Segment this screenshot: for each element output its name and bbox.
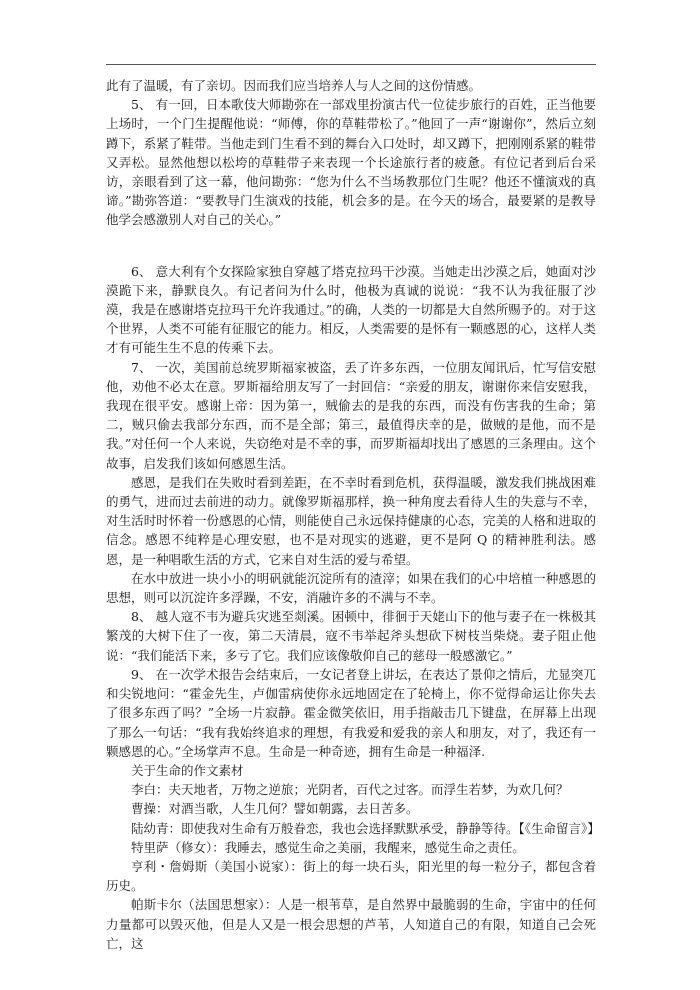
section-heading: 关于生命的作文素材	[131, 762, 244, 778]
paragraph-8: 8、 越人寇不韦为避兵灾逃至剡溪。困顿中，徘徊于天姥山下的他与妻子在一株极其繁茂的大树下住了一夜，第二天清晨，寇不韦举起斧头想砍下树枝当柴烧。妻子阻止他说：“我们能活下来，多亏了它。我们应该像敬仰自己的慈母一般感激它。”	[106, 609, 596, 663]
paragraph-continuation: 此有了温暖，有了亲切。因而我们应当培养人与人之间的这份情感。	[106, 78, 482, 93]
paragraph-gap	[106, 230, 596, 262]
header-rule	[106, 64, 596, 65]
paragraph-5: 5、 有一回，日本歌伎大师勘弥在一部戏里扮演古代一位徒步旅行的百姓，正当他要上场时，一个门生提醒他说：“师傅，你的草鞋带松了。”他回了一声“谢谢你”，然后立刻蹲下，系紧了鞋带。当他走到门生看不到的舞台入口处时，却又蹲下，把刚刚系紧的鞋带又弄松。显然他想以松垮的草鞋带子来表现一个长途旅行者的疲惫。有位记者到后台采访，亲眼看到了这一幕，他问勘弥：“您为什么不当场教那位门生呢？他还不懂演戏的真谛。”勘弥答道：“要教导门生演戏的技能，机会多的是。在今天的场合，最要紧的是教导他学会感激别人对自己的关心。”	[106, 97, 596, 228]
paragraph-alum: 在水中放进一块小小的明矾就能沉淀所有的渣滓；如果在我们的心中培植一种感恩的思想，则可以沉淀许多浮躁，不安，消融许多的不满与不幸。	[106, 570, 596, 606]
quote-pascal: 帕斯卡尔（法国思想家）：人是一根苇草，是自然界中最脆弱的生命，宇宙中的任何力量都可以毁灭他，但是人又是一根会思想的芦苇，人知道自己的有限，知道自己会死亡，这	[106, 897, 596, 951]
quote-henry-james: 亨利・詹姆斯（美国小说家）：街上的每一块石头，阳光里的每一粒分子，都包含着历史。	[106, 858, 596, 894]
quote-lu-youqing: 陆幼青：即使我对生命有万般眷恋，我也会选择默默承受，静静等待。【《生命留言》】	[131, 820, 600, 836]
paragraph-6: 6、 意大利有个女探险家独自穿越了塔克拉玛干沙漠。当她走出沙漠之后，她面对沙漠跪下来，静默良久。有记者问为什么时，他极为真诚的说说：“我不认为我征服了沙漠，我是在感谢塔克拉玛干允许我通过。”的确，人类的一切都是大自然所赐予的。对于这个世界，人类不可能有征服它的能力。相反，人类需要的是怀有一颗感恩的心，这样人类才有可能生生不息的传乘下去。	[106, 263, 596, 356]
paragraph-7: 7、 一次，美国前总统罗斯福家被盗，丢了许多东西，一位朋友闻讯后，忙写信安慰他，劝他不必太在意。罗斯福给朋友写了一封回信：“亲爱的朋友，谢谢你来信安慰我，我现在很平安。感谢上帝：因为第一，贼偷去的是我的东西，而没有伤害我的生命；第二，贼只偷去我部分东西，而不是全部；第三，最值得庆幸的是，做贼的是他，而不是我。”对任何一个人来说，失窃绝对是不幸的事，而罗斯福却找出了感恩的三条理由。这个故事，启发我们该如何感恩生活。	[106, 359, 596, 471]
quote-cao-cao: 曹操：对酒当歌，人生几何？譬如朝露，去日苦多。	[131, 801, 419, 817]
paragraph-9: 9、 在一次学术报告会结束后，一女记者登上讲坛，在表达了景仰之情后，尤显突兀和尖锐地问：“霍金先生，卢伽雷病使你永远地固定在了轮椅上，你不觉得命运让你失去了很多东西了吗？”全场一片寂静。霍金微笑依旧，用手指敲击几下键盘，在屏幕上出现了那么一句话：“我有我始终追求的理想，有我爱和爱我的亲人和朋友，对了，我还有一颗感恩的心。”全场掌声不息。生命是一种奇迹，拥有生命是一种福泽.	[106, 666, 596, 759]
quote-li-bai: 李白：夫天地者，万物之逆旅；光阴者，百代之过客。而浮生若梦，为欢几何？	[131, 782, 569, 798]
quote-teresa: 特里萨（修女）：我睡去，感觉生命之美丽，我醒来，感觉生命之责任。	[131, 839, 525, 855]
paragraph-gratitude: 感恩，是我们在失败时看到差距，在不幸时看到危机，获得温暖，激发我们挑战困难的勇气，进而过去前进的动力。就像罗斯福那样，换一种角度去看待人生的失意与不幸，对生活时时怀着一份感恩的心情，则能使自己永远保持健康的心态，完美的人格和进取的信念。感恩不纯粹是心理安慰，也不是对现实的逃避，更不是阿 Q 的精神胜利法。感恩，是一种唱歌生活的方式，它来自对生活的爱与希望。	[106, 474, 596, 567]
document-body	[106, 76, 600, 953]
